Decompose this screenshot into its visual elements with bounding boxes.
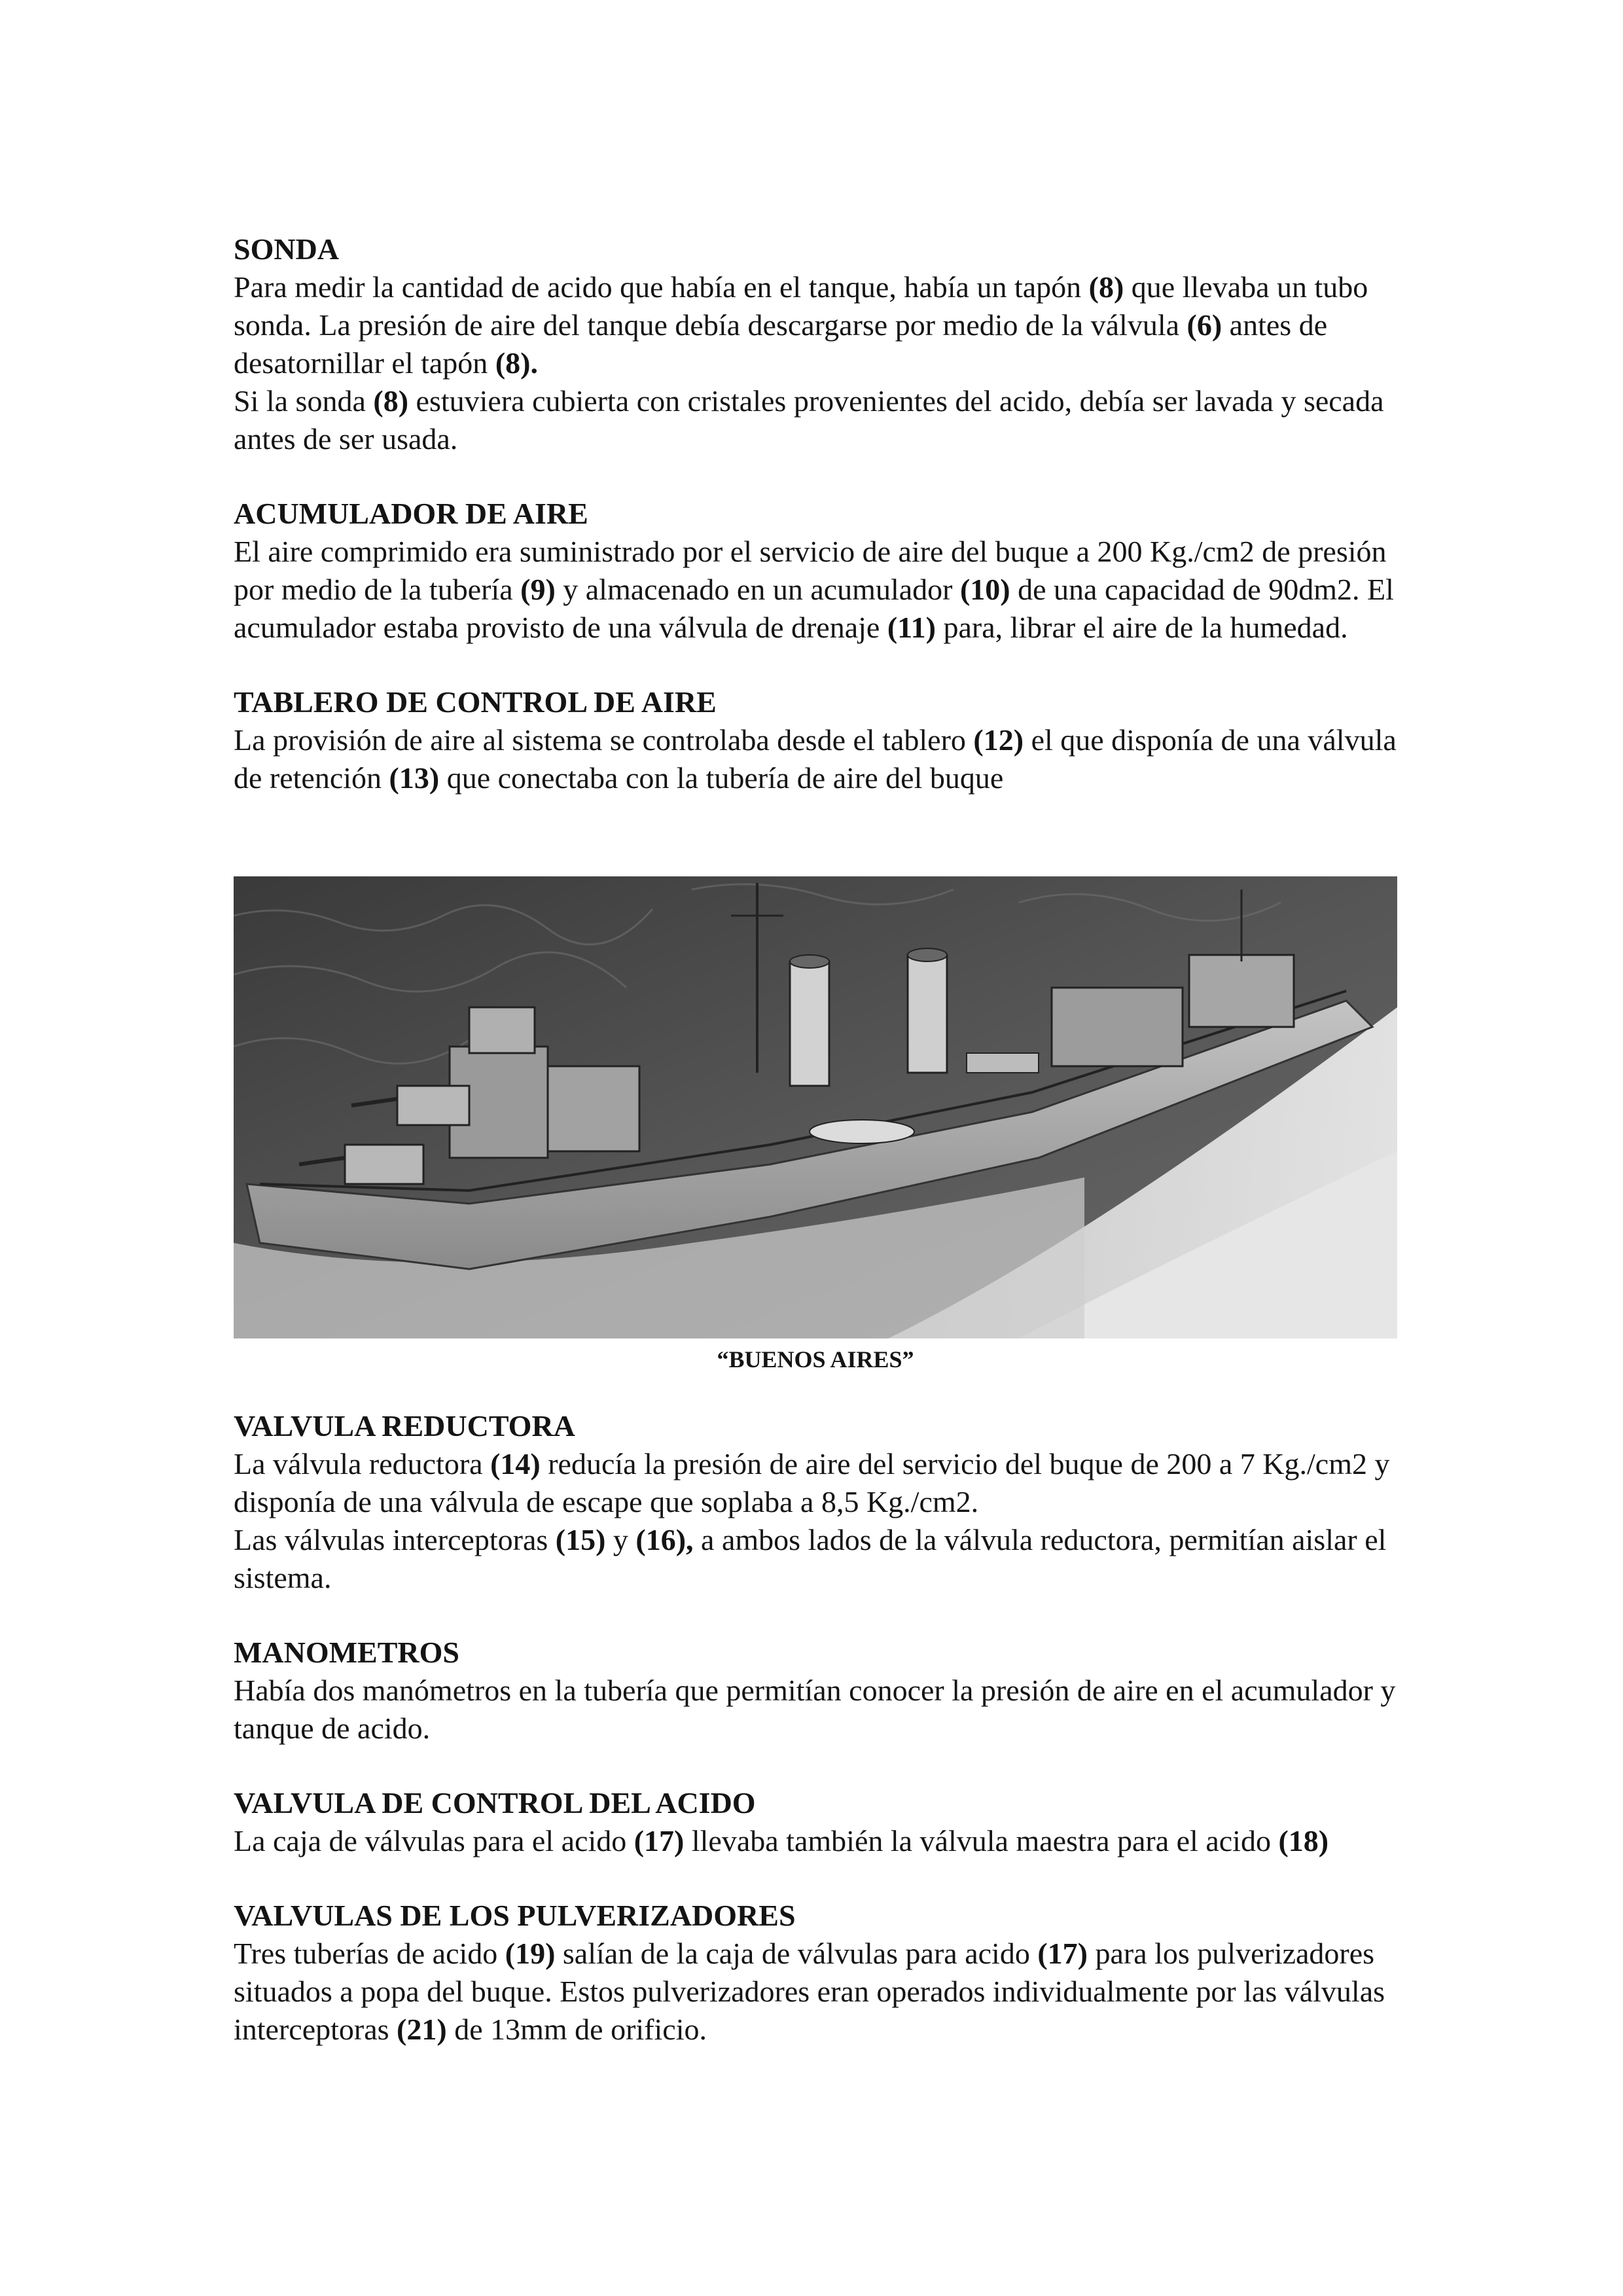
photo-caption: “BUENOS AIRES” [717,1346,914,1372]
ref-14: (14) [490,1447,541,1480]
para-sonda-1 [234,268,1405,382]
ref-19: (19) [505,1937,556,1970]
para-tablero [234,721,1405,797]
heading-acumulador: ACUMULADOR DE AIRE [234,497,588,530]
section-pulverizadores [234,1897,1405,2049]
text: llevaba también la válvula maestra para el acido [684,1824,1279,1857]
section-valvula-reductora [234,1407,1405,1597]
ref-18: (18) [1278,1824,1329,1857]
text: Las válvulas interceptoras [234,1523,556,1556]
para-valvula-reductora-2 [234,1521,1405,1597]
text: La válvula reductora [234,1447,491,1480]
text: de una capacidad de 90dm2. El acumulador estaba provisto de una válvula de drenaje [234,573,1394,644]
text: Para medir la cantidad de acido que había en el tanque, había un tapón [234,270,1089,304]
ref-12: (12) [973,723,1024,757]
text: para, librar el aire de la humedad. [935,611,1348,644]
ref-6: (6) [1186,308,1222,342]
text: de 13mm de orificio. [446,2013,707,2046]
heading-valvula-reductora: VALVULA REDUCTORA [234,1409,575,1443]
ship-photo [234,876,1397,1338]
text: Si la sonda [234,384,374,418]
ref-8: (8) [1088,270,1124,304]
ref-16: (16), [635,1523,694,1556]
para-acumulador [234,533,1405,647]
text: el que disponía de una válvula de retención [234,723,1397,795]
text: La provisión de aire al sistema se controlaba desde el tablero [234,723,974,757]
text: y [605,1523,636,1556]
upper-text [234,230,1405,797]
ref-9: (9) [520,573,556,606]
text: para los pulverizadores situados a popa del buque. Estos pulverizadores eran operados individualmente por las válvulas interceptoras [234,1937,1385,2046]
text: estuviera cubierta con cristales provenientes del acido, debía ser lavada y secada antes de ser usada. [234,384,1384,456]
para-control-acido [234,1822,1405,1860]
heading-control-acido: VALVULA DE CONTROL DEL ACIDO [234,1786,756,1820]
text: a ambos lados de la válvula reductora, permitían aislar el sistema. [234,1523,1387,1594]
para-manometros: Había dos manómetros en la tubería que permitían conocer la presión de aire en el acumulador y tanque de acido. [234,1674,1396,1745]
text: La caja de válvulas para el acido [234,1824,634,1857]
heading-manometros: MANOMETROS [234,1636,459,1669]
section-sonda [234,230,1405,458]
section-tablero [234,683,1405,797]
heading-sonda: SONDA [234,232,340,266]
ref-11: (11) [887,611,936,644]
para-pulverizadores [234,1935,1405,2049]
destroyer-ship-image [234,876,1397,1338]
ref-13: (13) [389,761,440,795]
ref-8: (8) [373,384,409,418]
text: que llevaba un tubo sonda. La presión de aire del tanque debía descargarse por medio de la válvula [234,270,1368,342]
section-control-acido [234,1784,1405,1860]
ref-8: (8). [495,346,538,380]
section-manometros [234,1634,1405,1748]
section-acumulador [234,495,1405,647]
text: antes de desatornillar el tapón [234,308,1328,380]
ref-10: (10) [959,573,1010,606]
ref-17: (17) [633,1824,685,1857]
ref-17: (17) [1037,1937,1088,1970]
text: El aire comprimido era suministrado por el servicio de aire del buque a 200 Kg./cm2 de presión por medio de la tubería [234,535,1387,606]
text: y almacenado en un acumulador [555,573,960,606]
text: Tres tuberías de acido [234,1937,505,1970]
text: salían de la caja de válvulas para acido [555,1937,1038,1970]
para-valvula-reductora-1 [234,1445,1405,1521]
lower-text [234,1407,1405,2049]
text: que conectaba con la tubería de aire del buque [439,761,1004,795]
para-sonda-2 [234,382,1405,458]
ref-15: (15) [555,1523,606,1556]
heading-tablero: TABLERO DE CONTROL DE AIRE [234,685,717,719]
text: reducía la presión de aire del servicio del buque de 200 a 7 Kg./cm2 y disponía de una válvula de escape que soplaba a 8,5 Kg./cm2. [234,1447,1390,1518]
ref-21: (21) [397,2013,447,2046]
heading-pulverizadores: VALVULAS DE LOS PULVERIZADORES [234,1899,796,1932]
